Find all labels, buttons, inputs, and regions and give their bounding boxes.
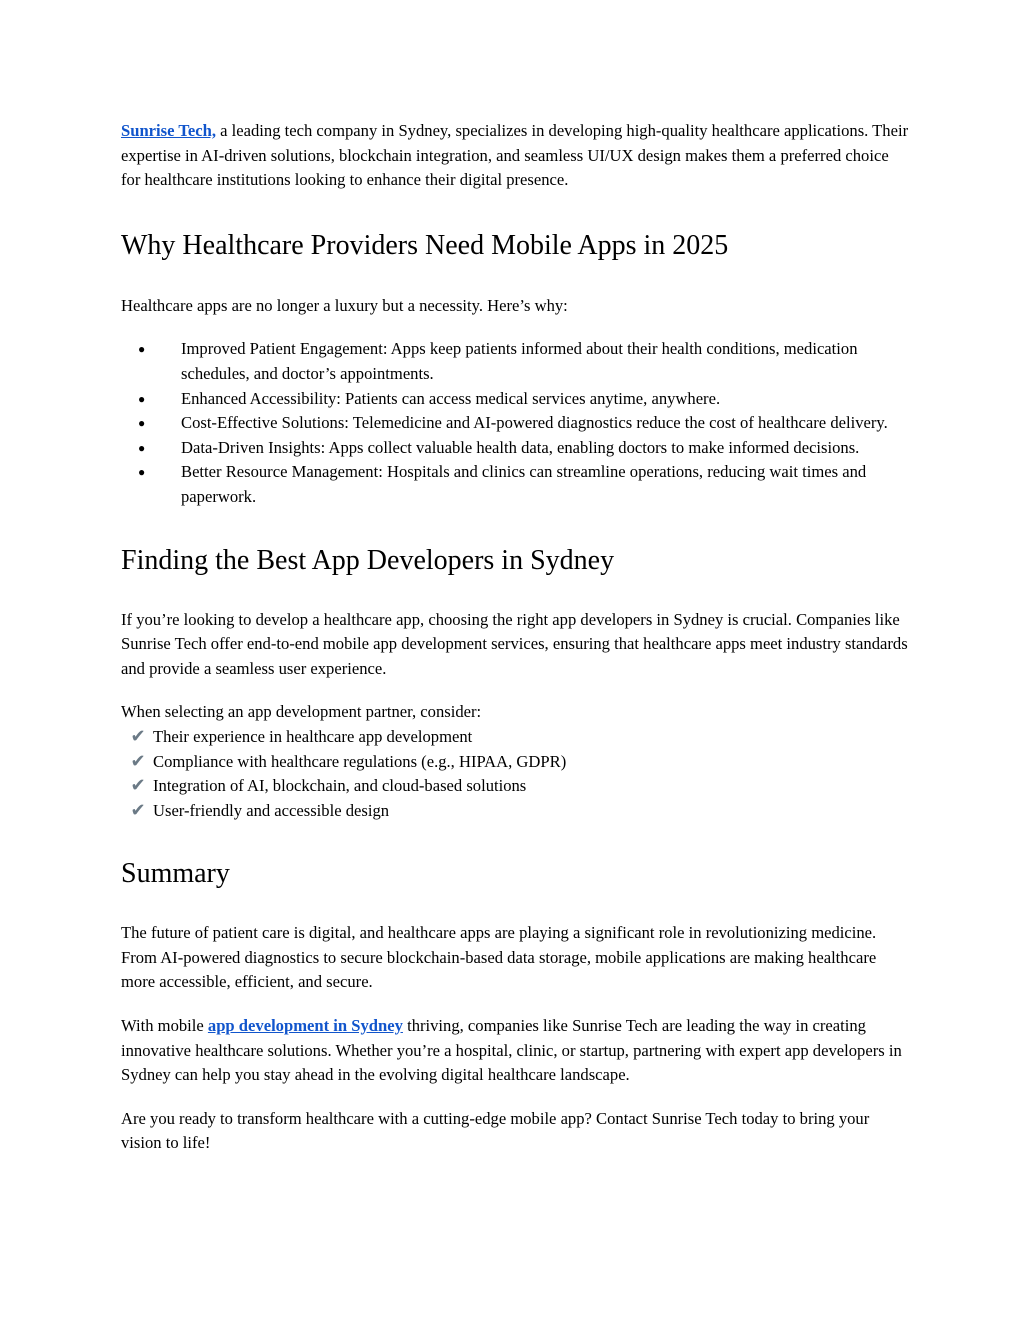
- consider-lead: When selecting an app development partner, consider:: [121, 702, 482, 722]
- summary-paragraph-1: The future of patient care is digital, and healthcare apps are playing a significant role in revolutionizing medicine. From AI-powered diagnostics to secure blockchain-based data storage, mobile applications are making healthcare more accessible, efficient, and secure.: [121, 923, 877, 992]
- summary-paragraph-2: [121, 1014, 911, 1088]
- checklist-item-text: User-friendly and accessible design: [153, 800, 390, 820]
- summary-text-after-link: thriving, companies like Sunrise Tech are leading the way in creating innovative healthcare solutions. Whether you’re a hospital, clinic, or startup, partnering with expert app developers in Sydney can help you stay ahead in the evolving digital healthcare landscape.: [121, 1016, 902, 1085]
- intro-text: a leading tech company in Sydney, specializes in developing high-quality healthcare applications. Their expertise in AI-driven solutions, blockchain integration, and seamless UI/UX design makes them a preferred choice for healthcare institutions looking to enhance their digital presence.: [121, 121, 909, 190]
- why-lead-paragraph: Healthcare apps are no longer a luxury but a necessity. Here’s why:: [121, 295, 568, 315]
- checklist-item: [121, 774, 911, 799]
- list-item: [121, 460, 911, 509]
- checklist-item-text: Their experience in healthcare app development: [153, 726, 473, 746]
- list-item: [121, 387, 911, 412]
- list-item-text: Enhanced Accessibility: Patients can access medical services anytime, anywhere.: [181, 388, 721, 408]
- bullet-icon: ●: [138, 465, 146, 480]
- list-item: [121, 411, 911, 436]
- checkmark-icon: ✔: [130, 799, 146, 821]
- checklist-item: [121, 799, 911, 824]
- heading-summary: Summary: [121, 858, 230, 890]
- checklist-item: [121, 725, 911, 750]
- benefits-list: [121, 337, 911, 509]
- bullet-icon: ●: [138, 342, 146, 357]
- summary-text-before-link: With mobile: [121, 1016, 208, 1036]
- list-item: [121, 436, 911, 461]
- heading-why-healthcare: Why Healthcare Providers Need Mobile Apps in 2025: [121, 229, 729, 261]
- list-item-text: Data-Driven Insights: Apps collect valuable health data, enabling doctors to make informed decisions.: [181, 437, 860, 457]
- checkmark-icon: ✔: [130, 725, 146, 747]
- checklist-item-text: Compliance with healthcare regulations (e.g., HIPAA, GDPR): [153, 751, 567, 771]
- finding-paragraph: If you’re looking to develop a healthcare app, choosing the right app developers in Sydney is crucial. Companies like Sunrise Tech offer end-to-end mobile app development services, ensuring that healthcare apps meet industry standards and provide a seamless user experience.: [121, 609, 908, 678]
- heading-finding-developers: Finding the Best App Developers in Sydney: [121, 544, 615, 576]
- summary-paragraph-3: Are you ready to transform healthcare with a cutting-edge mobile app? Contact Sunrise Tech today to bring your vision to life!: [121, 1108, 870, 1153]
- list-item-text: Cost-Effective Solutions: Telemedicine and AI-powered diagnostics reduce the cost of healthcare delivery.: [181, 413, 888, 433]
- sunrise-tech-link[interactable]: Sunrise Tech,: [121, 121, 216, 140]
- intro-paragraph: [121, 119, 911, 193]
- bullet-icon: ●: [138, 416, 146, 431]
- checklist-item-text: Integration of AI, blockchain, and cloud-based solutions: [153, 776, 527, 796]
- document-page: [121, 119, 911, 1156]
- checklist-item: [121, 750, 911, 775]
- list-item: [121, 337, 911, 386]
- app-development-sydney-link[interactable]: app development in Sydney: [207, 1016, 403, 1036]
- bullet-icon: ●: [138, 391, 146, 406]
- list-item-text: Better Resource Management: Hospitals and clinics can streamline operations, reducing wait times and paperwork.: [181, 462, 867, 506]
- checklist: [121, 725, 911, 823]
- bullet-icon: ●: [138, 440, 146, 455]
- checkmark-icon: ✔: [130, 750, 146, 772]
- consider-block: [121, 700, 911, 823]
- checkmark-icon: ✔: [130, 775, 146, 797]
- list-item-text: Improved Patient Engagement: Apps keep patients informed about their health conditions, medication schedules, and doctor’s appointments.: [181, 339, 858, 383]
